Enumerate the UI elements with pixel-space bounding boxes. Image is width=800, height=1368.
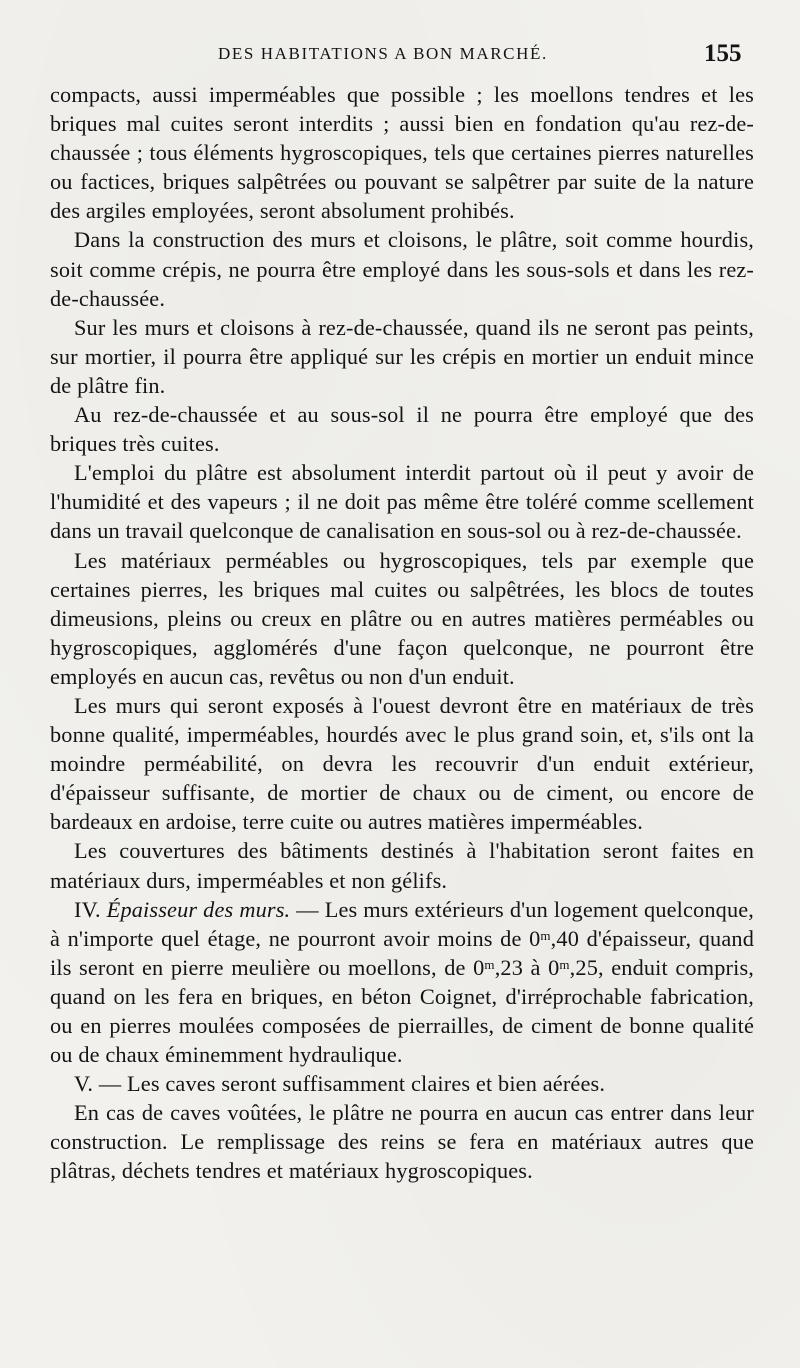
paragraph-enduit-mince: Sur les murs et cloisons à rez-de-chaussée, quand ils ne seront pas peints, sur mortier, il pourra être appliqué sur les crépis en mortier un enduit mince de plâtre fin.: [50, 314, 754, 398]
body-text: [50, 80, 754, 1186]
paragraph-murs-ouest: Les murs qui seront exposés à l'ouest devront être en matériaux de très bonne qualité, imperméables, hourdés avec le plus grand soin, et, s'ils ont la moindre perméabilité, on devra les recouvrir d'un enduit extérieur, d'épaisseur suffisante, de mortier de chaux ou de ciment, ou encore de bardeaux en ardoise, terre cuite ou autres matières imperméables.: [50, 692, 754, 835]
paragraph-emploi-platre: L'emploi du plâtre est absolument interdit partout où il peut y avoir de l'humidité et des vapeurs ; il ne doit pas même être toléré comme scellement dans un travail quelconque de canalisation en sous-sol ou à rez-de-chaussée.: [50, 460, 754, 544]
section-iv-text-3: ,23 à 0: [494, 954, 560, 980]
section-iv-heading: Épaisseur des murs.: [106, 896, 291, 922]
paragraph-briques-cuites: Au rez-de-chaussée et au sous-sol il ne pourra être employé que des briques très cuites.: [50, 402, 754, 457]
paragraph-couvertures: Les couvertures des bâtiments destinés à l'habitation seront faites en matériaux durs, imperméables et non gélifs.: [50, 838, 754, 893]
section-v-paragraph: V. — Les caves seront suffisamment claires et bien aérées.: [74, 1071, 606, 1097]
paragraph-materiaux-permeables: Les matériaux perméables ou hygroscopiques, tels par exemple que certaines pierres, les briques mal cuites ou salpêtrées, les blocs de toutes dimeusions, pleins ou creux en plâtre ou en autres matières perméables ou hygroscopiques, agglomérés d'une façon quelconque, ne pourront être employés en aucun cas, revêtus ou non d'un enduit.: [50, 547, 754, 689]
unit-superscript: m: [559, 956, 570, 972]
section-iv-text-4: ,25, enduit compris, quand on les fera en briques, en béton Coignet, d'irréprochable fabrication, ou en pierres moulées composées de pierrailles, de ciment de bonne qualité ou de chaux éminemment hydraulique.: [50, 954, 754, 1068]
page-number: 155: [704, 40, 742, 67]
paragraph-caves-voutees: En cas de caves voûtées, le plâtre ne pourra en aucun cas entrer dans leur construction. Le remplissage des reins se fera en matériaux autres que plâtras, déchets tendres et matériaux hygroscopiques.: [50, 1100, 754, 1184]
section-iv-text-2: ,40 d'épaisseur, quand ils seront en pierre meulière ou moellons, de 0: [50, 925, 754, 980]
unit-superscript: m: [484, 956, 495, 972]
section-iv-dash: —: [296, 896, 319, 922]
section-iv-number: IV.: [74, 896, 101, 922]
paragraph-continuation: compacts, aussi imperméables que possible ; les moellons tendres et les briques mal cuites seront interdits ; aussi bien en fondation qu'au rez-de-chaussée ; tous éléments hygroscopiques, tels que certaines pierres naturelles ou factices, briques salpêtrées ou pouvant se salpêtrer par suite de la nature des argiles employées, seront absolument prohibés.: [50, 82, 754, 224]
unit-superscript: m: [540, 927, 551, 943]
running-title: DES HABITATIONS A BON MARCHÉ.: [218, 44, 548, 63]
section-iv-text-1: Les murs extérieurs d'un logement quelconque, à n'importe quel étage, ne pourront avoir moins de 0: [50, 896, 755, 951]
page-header: [0, 38, 800, 78]
paragraph-platre-murs: Dans la construction des murs et cloisons, le plâtre, soit comme hourdis, soit comme crépis, ne pourra être employé dans les sous-sols et dans les rez-de-chaussée.: [50, 227, 754, 311]
section-iv-paragraph: [50, 895, 754, 1070]
